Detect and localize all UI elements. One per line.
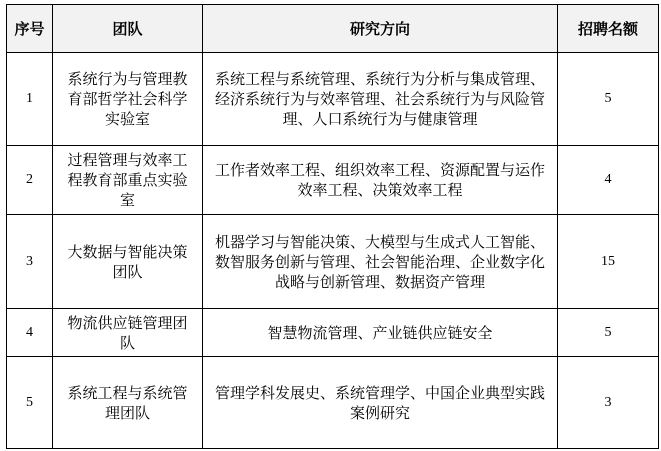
table-header (7, 5, 659, 53)
header-quota: 招聘名额 (558, 5, 659, 53)
header-direction: 研究方向 (203, 5, 558, 53)
header-index: 序号 (7, 5, 53, 53)
header-team: 团队 (53, 5, 203, 53)
recruitment-table (6, 4, 659, 449)
row-index: 1 (7, 53, 53, 146)
header-row (7, 5, 659, 53)
row-quota: 5 (558, 309, 659, 357)
table-row (7, 309, 659, 357)
row-index: 5 (7, 357, 53, 449)
row-team: 系统行为与管理教育部哲学社会科学实验室 (53, 53, 203, 146)
row-direction: 系统工程与系统管理、系统行为分析与集成管理、经济系统行为与效率管理、社会系统行为与风险管理、人口系统行为与健康管理 (203, 53, 558, 146)
row-direction: 管理学科发展史、系统管理学、中国企业典型实践案例研究 (203, 357, 558, 449)
row-quota: 3 (558, 357, 659, 449)
row-team: 过程管理与效率工程教育部重点实验室 (53, 146, 203, 215)
table-row (7, 215, 659, 309)
row-team: 大数据与智能决策团队 (53, 215, 203, 309)
row-index: 3 (7, 215, 53, 309)
table-row (7, 146, 659, 215)
row-quota: 5 (558, 53, 659, 146)
row-quota: 4 (558, 146, 659, 215)
row-direction: 机器学习与智能决策、大模型与生成式人工智能、数智服务创新与管理、社会智能治理、企业数字化战略与创新管理、数据资产管理 (203, 215, 558, 309)
table-row (7, 357, 659, 449)
table-body (7, 53, 659, 449)
row-quota: 15 (558, 215, 659, 309)
row-direction: 工作者效率工程、组织效率工程、资源配置与运作效率工程、决策效率工程 (203, 146, 558, 215)
row-team: 物流供应链管理团队 (53, 309, 203, 357)
row-direction: 智慧物流管理、产业链供应链安全 (203, 309, 558, 357)
row-index: 4 (7, 309, 53, 357)
table-row (7, 53, 659, 146)
row-index: 2 (7, 146, 53, 215)
row-team: 系统工程与系统管理团队 (53, 357, 203, 449)
